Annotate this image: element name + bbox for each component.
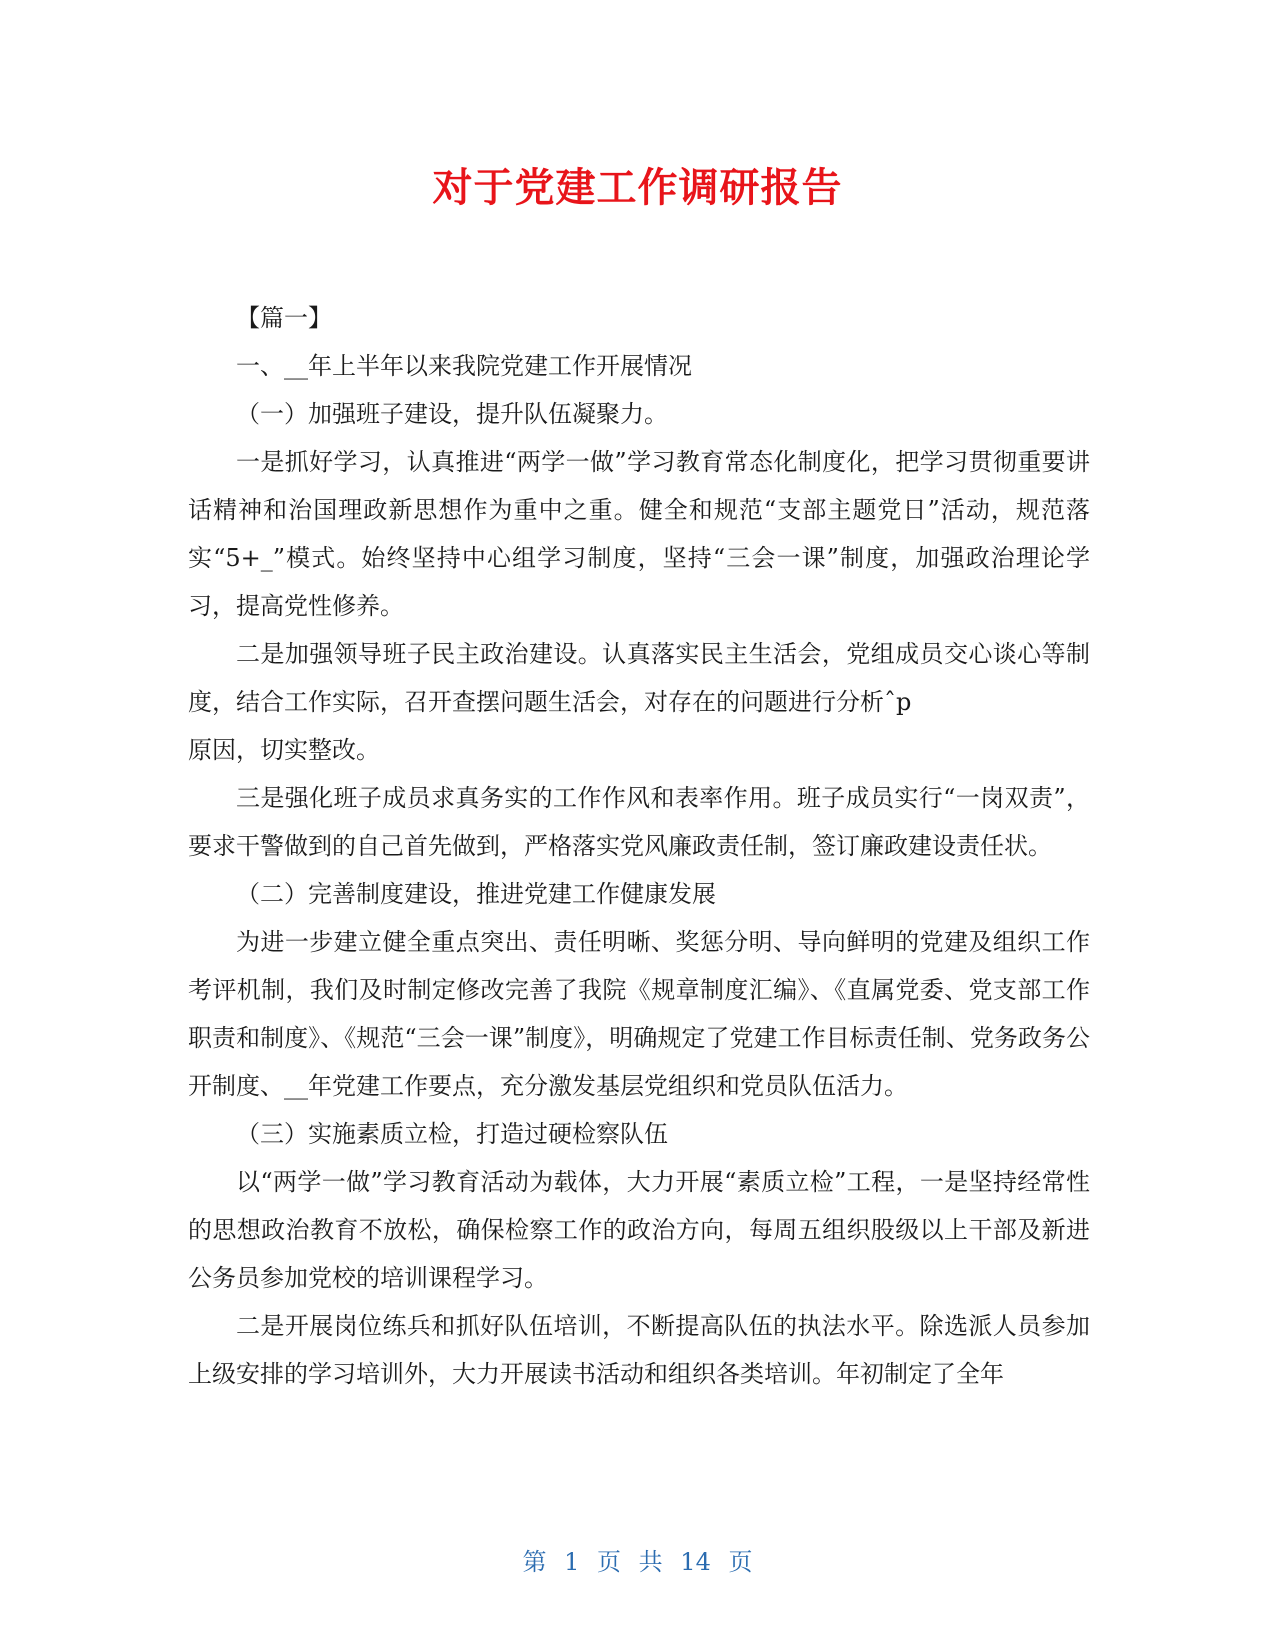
paragraph: 二是加强领导班子民主政治建设。认真落实民主生活会，党组成员交心谈心等制度，结合工作实际，召开查摆问题生活会，对存在的问题进行分析ˆp bbox=[188, 640, 1090, 716]
subsection-heading: （三）实施素质立检，打造过硬检察队伍 bbox=[236, 1120, 668, 1148]
subsection-heading: （一）加强班子建设，提升队伍凝聚力。 bbox=[236, 400, 668, 428]
section-label: 【篇一】 bbox=[236, 304, 332, 332]
paragraph: 为进一步建立健全重点突出、责任明晰、奖惩分明、导向鲜明的党建及组织工作考评机制，我们及时制定修改完善了我院《规章制度汇编》、《直属党委、党支部工作职责和制度》、《规范“三会一课”制度》，明确规定了党建工作目标责任制、党务政务公开制度、__年党建工作要点，充分激发基层党组织和党员队伍活力。 bbox=[188, 928, 1090, 1100]
subsection-heading: （二）完善制度建设，推进党建工作健康发展 bbox=[236, 880, 716, 908]
section-heading: 一、__年上半年以来我院党建工作开展情况 bbox=[236, 352, 692, 380]
paragraph: 二是开展岗位练兵和抓好队伍培训，不断提高队伍的执法水平。除选派人员参加上级安排的学习培训外，大力开展读书活动和组织各类培训。年初制定了全年 bbox=[188, 1312, 1090, 1388]
document-body bbox=[188, 294, 1090, 1398]
document-title: 对于党建工作调研报告 bbox=[432, 165, 843, 211]
paragraph: 以“两学一做”学习教育活动为载体，大力开展“素质立检”工程，一是坚持经常性的思想政治教育不放松，确保检察工作的政治方向，每周五组织股级以上干部及新进公务员参加党校的培训课程学习。 bbox=[188, 1168, 1090, 1292]
paragraph-continuation: 原因，切实整改。 bbox=[188, 736, 380, 764]
paragraph: 一是抓好学习，认真推进“两学一做”学习教育常态化制度化，把学习贯彻重要讲话精神和治国理政新思想作为重中之重。健全和规范“支部主题党日”活动，规范落实“5+_”模式。始终坚持中心组学习制度，坚持“三会一课”制度，加强政治理论学习，提高党性修养。 bbox=[188, 448, 1090, 620]
paragraph: 三是强化班子成员求真务实的工作作风和表率作用。班子成员实行“一岗双责”，要求干警做到的自己首先做到，严格落实党风廉政责任制，签订廉政建设责任状。 bbox=[188, 784, 1090, 860]
page-footer: 第 1 页 共 14 页 bbox=[522, 1548, 753, 1576]
